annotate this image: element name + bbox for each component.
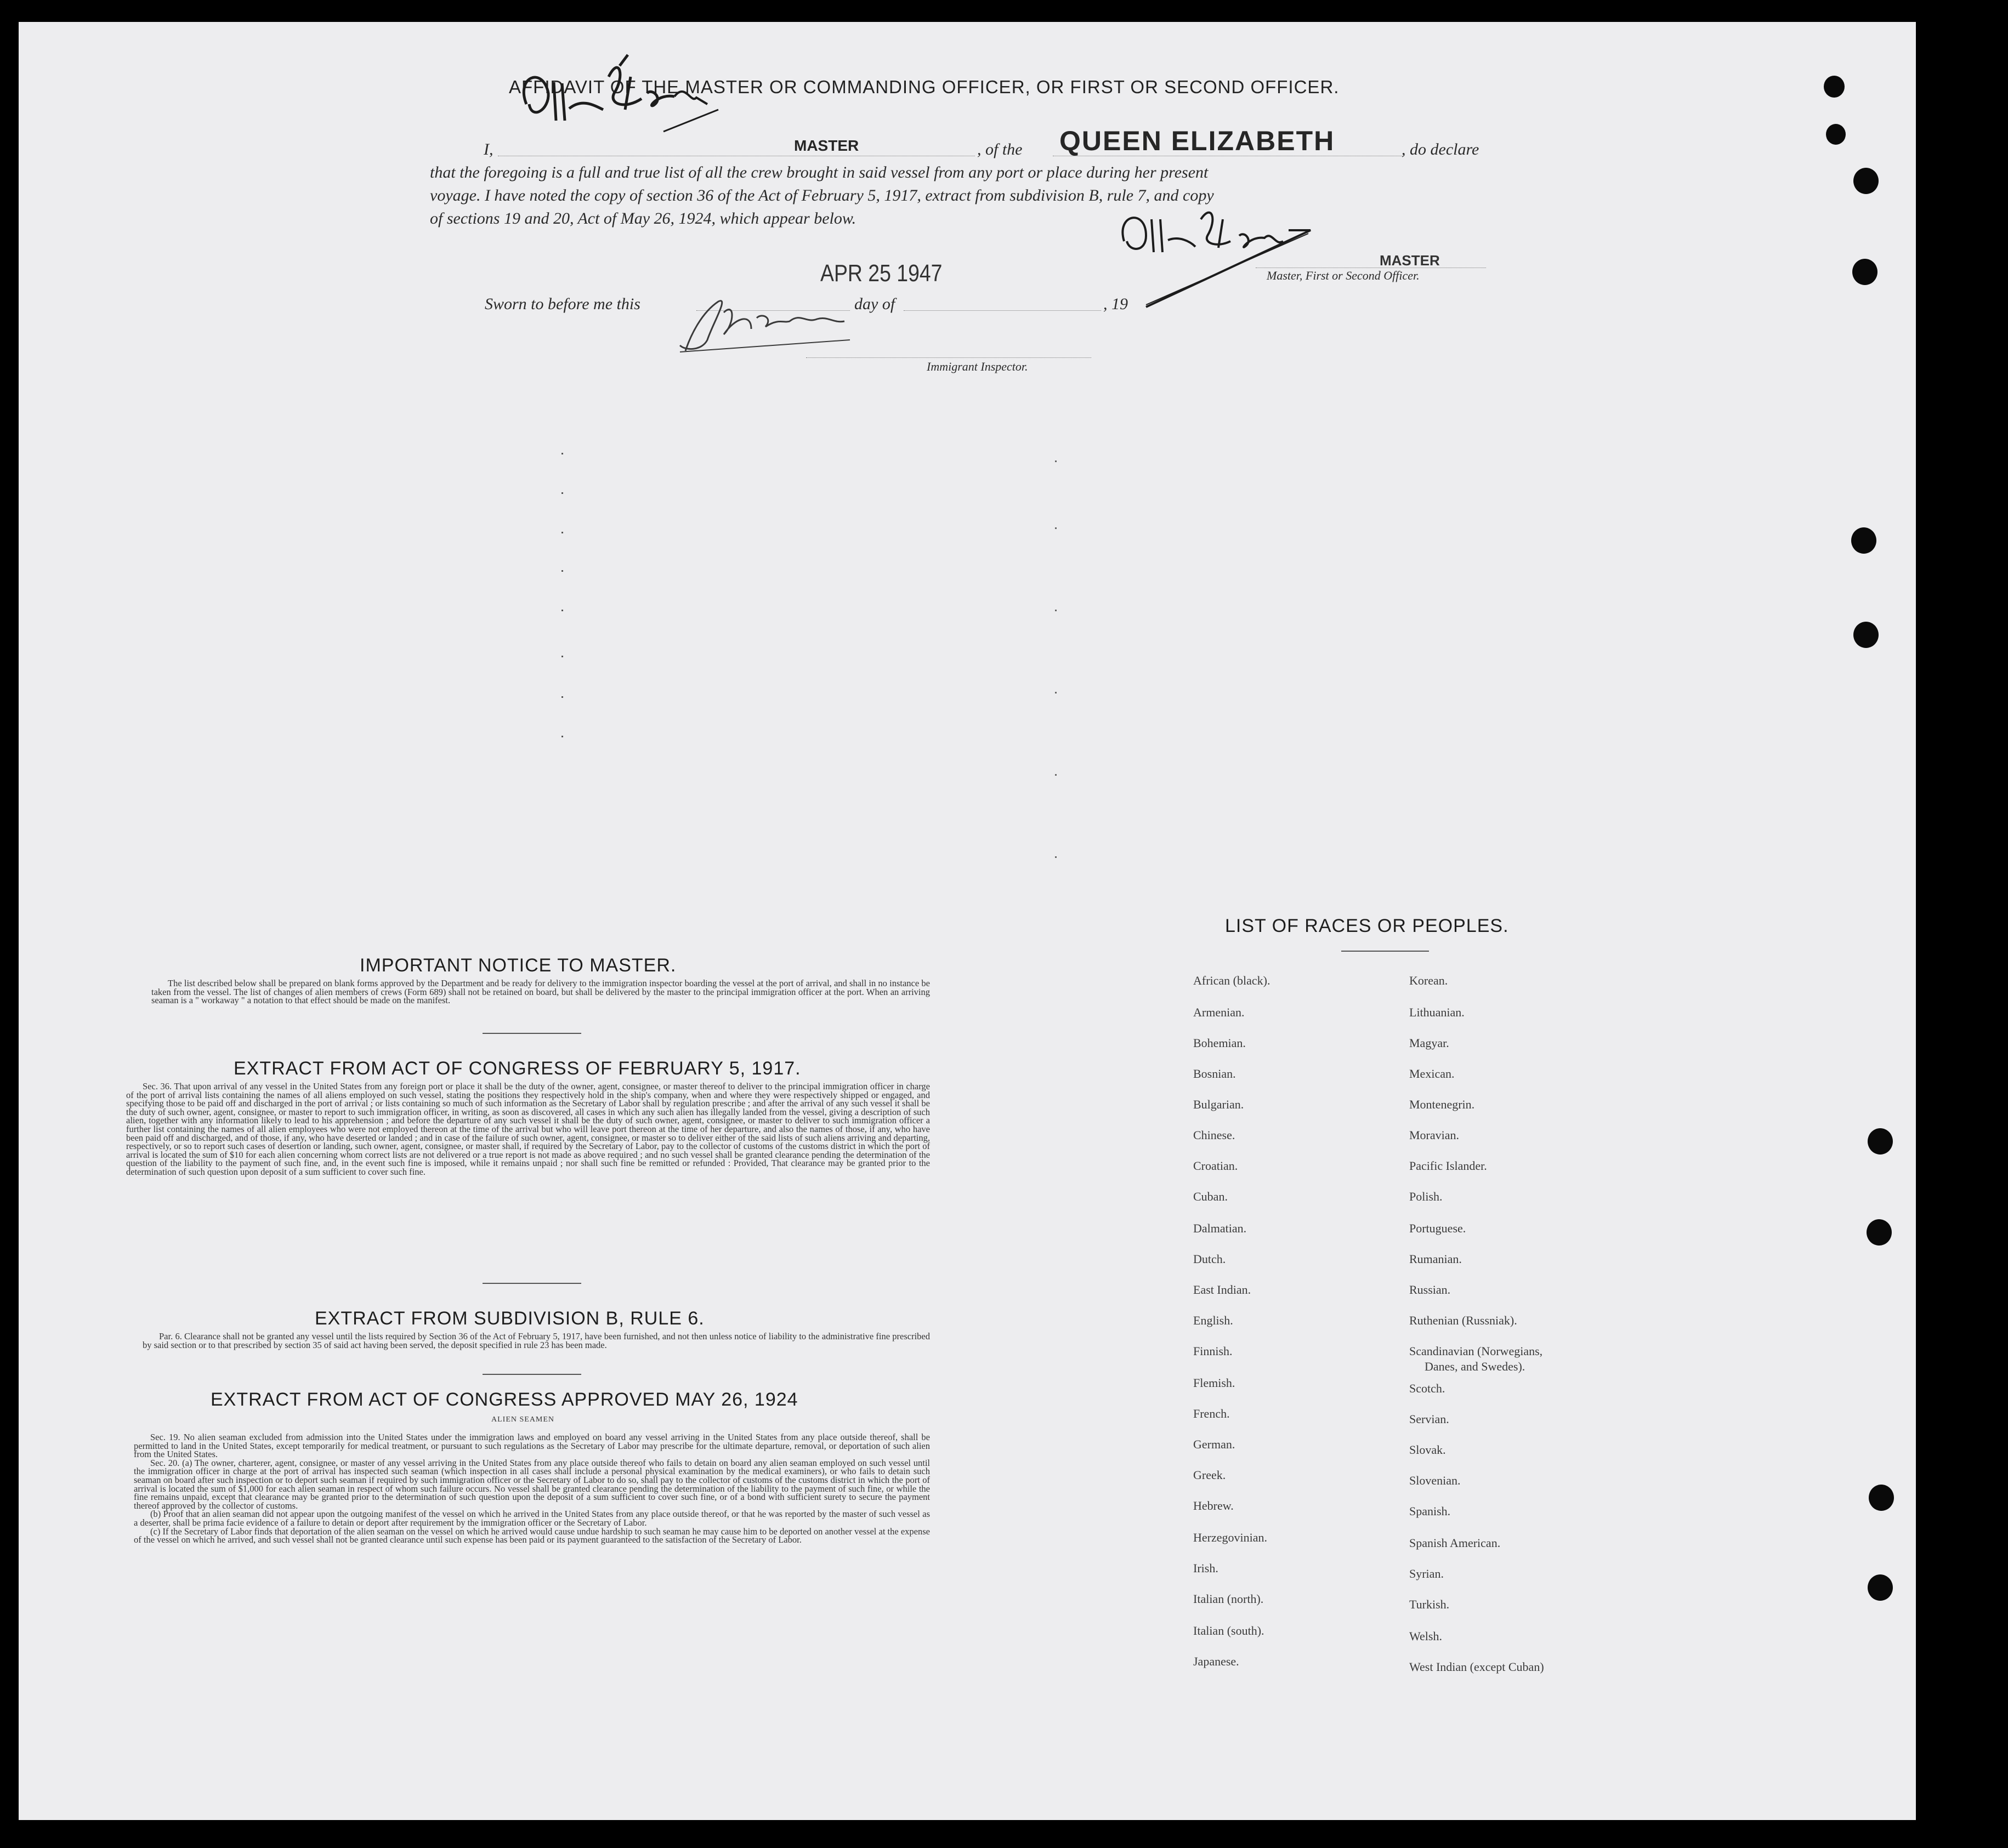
master-signature [510, 44, 729, 153]
race-item: Pacific Islander. [1409, 1159, 1487, 1173]
extract-rule6-title: EXTRACT FROM SUBDIVISION B, RULE 6. [315, 1308, 705, 1329]
sec20c-paragraph: (c) If the Secretary of Labor finds that deportation of the alien seaman on the vessel on which he arrived would cause undue hardship to such seaman he may cause him to be deported on another vessel at the expense of the vessel on which he arrived, and such vessel shall not be granted clearance until such expense has been paid or its payment guaranteed to the satisfaction of the Secretary of Labor. [134, 1526, 930, 1545]
race-item: Armenian. [1193, 1005, 1245, 1019]
affidavit-line-3: voyage. I have noted the copy of section 36 of the Act of February 5, 1917, extract from subdivision B, rule 7, and copy [430, 186, 1214, 204]
race-item: Syrian. [1409, 1567, 1444, 1580]
punch-hole [1868, 1128, 1893, 1155]
notice-title: IMPORTANT NOTICE TO MASTER. [360, 955, 677, 976]
of-the-label: , of the [977, 140, 1023, 158]
race-item: Italian (south). [1193, 1624, 1264, 1637]
vessel-name-stamp: QUEEN ELIZABETH [1059, 126, 1335, 156]
race-item: Servian. [1409, 1412, 1449, 1426]
race-item: Lithuanian. [1409, 1005, 1465, 1019]
margin-dot [1055, 856, 1057, 858]
race-item: African (black). [1193, 974, 1270, 987]
race-item: Montenegrin. [1409, 1098, 1475, 1111]
margin-dot [561, 453, 563, 454]
notice-text [151, 979, 930, 1005]
race-item: Bohemian. [1193, 1036, 1246, 1050]
race-item: Italian (north). [1193, 1592, 1264, 1606]
race-item: Scandinavian (Norwegians, [1409, 1344, 1543, 1358]
extract-1917-title: EXTRACT FROM ACT OF CONGRESS OF FEBRUARY 5, 1917. [234, 1058, 801, 1079]
races-title: LIST OF RACES OR PEOPLES. [1225, 916, 1509, 936]
margin-dot [1055, 610, 1057, 611]
inspector-signature [669, 280, 866, 362]
punch-hole [1853, 168, 1879, 194]
race-item: English. [1193, 1313, 1233, 1327]
race-item: French. [1193, 1407, 1230, 1420]
race-item: Bulgarian. [1193, 1098, 1244, 1111]
punch-hole [1851, 527, 1876, 554]
margin-dot [561, 610, 563, 611]
race-item: Slovenian. [1409, 1474, 1461, 1487]
race-item: Bosnian. [1193, 1067, 1236, 1081]
race-item: Portuguese. [1409, 1221, 1466, 1235]
margin-dot [1055, 527, 1057, 529]
race-item: Finnish. [1193, 1344, 1233, 1358]
race-item: Ruthenian (Russniak). [1409, 1313, 1517, 1327]
race-item: Chinese. [1193, 1128, 1235, 1142]
master-signature-second [1113, 197, 1349, 318]
margin-dot [1055, 774, 1057, 776]
race-item: Rumanian. [1409, 1252, 1462, 1266]
punch-hole [1852, 259, 1877, 285]
race-item: Scotch. [1409, 1381, 1445, 1395]
punch-hole [1853, 622, 1879, 648]
race-item-cont: Danes, and Swedes). [1425, 1360, 1525, 1373]
affidavit-line-4: of sections 19 and 20, Act of May 26, 1924, which appear below. [430, 209, 856, 228]
year-prefix: , 19 [1103, 295, 1128, 313]
race-item: Japanese. [1193, 1654, 1239, 1668]
race-item: Flemish. [1193, 1376, 1235, 1390]
affidavit-title: AFFIDAVIT OF THE MASTER OR COMMANDING OFFICER, OR FIRST OR SECOND OFFICER. [509, 77, 1340, 97]
extract-1924-title: EXTRACT FROM ACT OF CONGRESS APPROVED MAY 26, 1924 [211, 1389, 798, 1410]
punch-hole [1824, 76, 1845, 98]
race-item: Polish. [1409, 1190, 1443, 1203]
race-item: Dalmatian. [1193, 1221, 1247, 1235]
race-item: Magyar. [1409, 1036, 1449, 1050]
race-item: East Indian. [1193, 1283, 1251, 1297]
extract-1924-text [134, 1433, 930, 1544]
race-item: Herzegovinian. [1193, 1531, 1267, 1544]
affidavit-i: I, [484, 140, 494, 158]
extract-1917-paragraph: Sec. 36. That upon arrival of any vessel in the United States from any foreign port or place it shall be the duty of the owner, agent, consignee, or master thereof to deliver to the principal immigration officer in charge of the port of arrival lists containing the names of all aliens employed on such vessel, stating the positions they respectively hold in the ship's company, when and where they were respectively shipped or engaged, and specifying those to be paid off and discharged in the port of arrival ; or lists containing so much of such information as the Secretary of Labor shall by regulation prescribe ; and after the arrival of any such vessel it shall be the duty of such owner, agent, consignee, or master to report to such immigration officer, in writing, as soon as discovered, all cases in which any such alien has illegally landed from the vessel, giving a description of such alien, together with any information likely to lead to his apprehension ; and before the departure of any such vessel it shall be the duty of such owner, agent, consignee, or master to deliver to such immigration officer a further list containing the names of all alien employees who were not employed thereon at the time of the arrival but who will leave port thereon at the time of her departure, and also the names of those, if any, who have been paid off and discharged, and of those, if any, who have deserted or landed ; and in case of the failure of such owner, agent, consignee, or master so to deliver either of the said lists of such aliens arriving and departing, respectively, or so to report such cases of desertion or landing, such owner, agent, consignee, or master shall, if required by the Secretary of Labor, pay to the collector of customs of the customs district in which the port of arrival is located the sum of $10 for each alien concerning whom correct lists are not delivered or a true report is not made as above required ; and no such vessel shall be granted clearance pending the determination of the question of the liability to the payment of such fine, and, in the event such fine is imposed, while it remains unpaid ; nor shall such fine be remitted or refunded : Provided, That clearance may be granted prior to the determination of such question upon deposit of a sum sufficient to cover such fine. [126, 1081, 930, 1177]
margin-dot [1055, 460, 1057, 462]
sworn-label: Sworn to before me this [485, 295, 640, 313]
punch-hole [1826, 124, 1846, 145]
race-item: Greek. [1193, 1468, 1226, 1482]
extract-rule6-text [143, 1332, 930, 1349]
day-of-label: day of [854, 295, 895, 313]
divider [483, 1374, 581, 1375]
dotted-line [904, 310, 1101, 311]
notice-paragraph: The list described below shall be prepared on blank forms approved by the Department and be ready for delivery to the immigration inspector boarding the vessel at the port of arrival, and shall in no instance be taken from the vessel. The list of changes of alien members of crews (Form 689) shall not be retained on board, but shall be delivered by the master to the principal immigration officer at the port. When an arriving seaman is a " workaway " a notation to that effect should be made on the manifest. [151, 978, 930, 1006]
race-item: Cuban. [1193, 1190, 1228, 1203]
extract-rule6-paragraph: Par. 6. Clearance shall not be granted any vessel until the lists required by Section 36 of the Act of February 5, 1917, have been furnished, and not then unless notice of liability to the administrative fine prescribed by said section or to that prescribed by section 35 of said act having been served, the deposit specified in rule 23 has been made. [143, 1331, 930, 1350]
master-stamp: MASTER [794, 137, 859, 154]
date-stamp: APR 25 1947 [820, 260, 943, 287]
sec20a-paragraph: Sec. 20. (a) The owner, charterer, agent, consignee, or master of any vessel arriving in the United States from any place outside thereof who fails to detain on board any alien seaman employed on such vessel until the immigration officer in charge at the port of arrival has inspected such seaman (which inspection in all cases shall include a personal physical examination by the medical examiners), or who fails to detain such seaman on board after such inspection or to deport such seaman if required by such immigration officer or the Secretary of Labor to do so, shall pay to the collector of customs of the customs district in which the port of arrival is located the sum of $1,000 for each alien seaman in respect of whom such failure occurs. No vessel shall be granted clearance pending the determination of the liability to the payment of such fine, or while the fine remains unpaid, except that clearance may be granted prior to the determination of such question upon the deposit of a sum sufficient to cover such fine, or of a bond with sufficient surety to secure the payment thereof approved by the collector of customs. [134, 1457, 930, 1511]
margin-dot [561, 492, 563, 494]
race-item: West Indian (except Cuban) [1409, 1660, 1544, 1674]
sec19-paragraph: Sec. 19. No alien seaman excluded from admission into the United States under the immigration laws and employed on board any vessel arriving in the United States from any place outside thereof, shall be permitted to land in the United States, except temporarily for medical treatment, or pursuant to such regulations as the Secretary of Labor may prescribe for the ultimate departure, removal, or deportation of such alien from the United States. [134, 1432, 930, 1460]
do-declare-label: , do declare [1402, 140, 1479, 158]
margin-dot [561, 532, 563, 533]
race-item: Irish. [1193, 1561, 1218, 1575]
margin-dot [561, 656, 563, 657]
race-item: Croatian. [1193, 1159, 1238, 1173]
affidavit-line-2: that the foregoing is a full and true list of all the crew brought in said vessel from any port or place during her present [430, 163, 1209, 181]
punch-hole [1867, 1219, 1892, 1246]
officer-caption: Master, First or Second Officer. [1267, 269, 1420, 282]
race-item: Hebrew. [1193, 1499, 1234, 1512]
race-item: Turkish. [1409, 1597, 1450, 1611]
punch-hole [1869, 1485, 1894, 1511]
punch-hole [1868, 1574, 1893, 1601]
master-stamp-2: MASTER [1380, 252, 1440, 269]
margin-dot [561, 736, 563, 737]
extract-1917-text [126, 1082, 930, 1176]
race-item: German. [1193, 1437, 1235, 1451]
race-item: Russian. [1409, 1283, 1451, 1297]
divider [483, 1283, 581, 1284]
margin-dot [561, 570, 563, 572]
sec20b-paragraph: (b) Proof that an alien seaman did not appear upon the outgoing manifest of the vessel on which he arrived in the United States from any place outside thereof, or that he was reported by the master of such vessel as a deserter, shall be prima facie evidence of a failure to detain or deport after requirement by the immigration officer or the Secretary of Labor. [134, 1509, 930, 1528]
divider [1341, 951, 1429, 952]
document-page [19, 22, 1916, 1820]
race-item: Dutch. [1193, 1252, 1226, 1266]
race-item: Moravian. [1409, 1128, 1460, 1142]
inspector-caption: Immigrant Inspector. [927, 360, 1028, 373]
margin-dot [1055, 692, 1057, 693]
extract-1924-subtitle: ALIEN SEAMEN [491, 1415, 555, 1424]
race-item: Spanish American. [1409, 1536, 1501, 1550]
margin-dot [561, 696, 563, 698]
dotted-line [806, 357, 1091, 358]
race-item: Korean. [1409, 974, 1448, 987]
divider [483, 1033, 581, 1034]
race-item: Spanish. [1409, 1504, 1451, 1518]
race-item: Mexican. [1409, 1067, 1455, 1081]
race-item: Slovak. [1409, 1443, 1446, 1457]
race-item: Welsh. [1409, 1629, 1442, 1643]
